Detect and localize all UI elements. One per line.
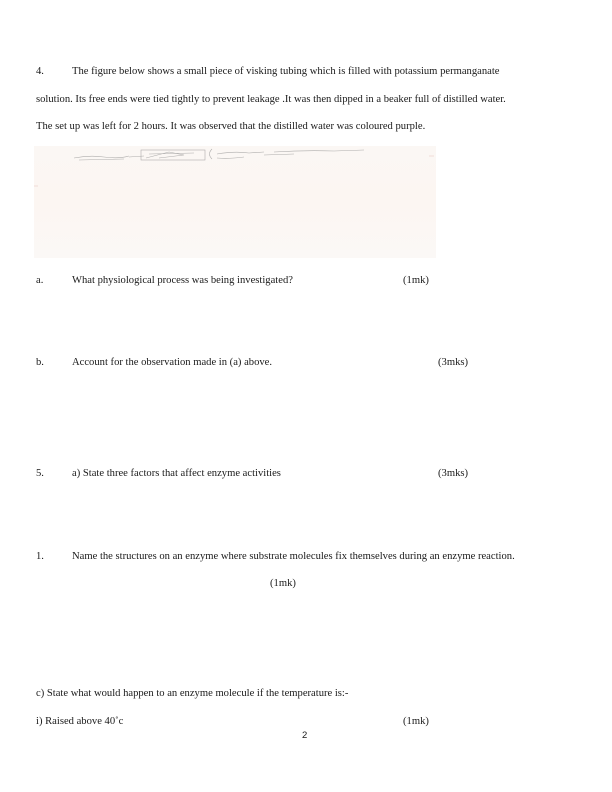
page-number: 2 (302, 730, 308, 741)
visking-tubing-figure (34, 146, 436, 258)
q5-part-a-marks: (3mks) (438, 468, 469, 479)
q5-part-c-text: c) State what would happen to an enzyme molecule if the temperature is:- (36, 688, 349, 699)
q4-part-b-marks: (3mks) (438, 357, 469, 368)
question-5-number: 5. (36, 468, 44, 479)
q5-part-b-label: 1. (36, 551, 44, 562)
q4-part-b-text: Account for the observation made in (a) above. (72, 357, 273, 368)
q5-part-c-i-marks: (1mk) (403, 716, 429, 727)
q4-part-a-marks: (1mk) (403, 275, 429, 286)
question-4-number: 4. (36, 66, 44, 77)
q5-part-c-i-text: i) Raised above 40˚c (36, 716, 124, 727)
q5-part-a-text: a) State three factors that affect enzyme activities (72, 468, 281, 479)
q4-part-b-label: b. (36, 357, 44, 368)
q4-part-a-label: a. (36, 275, 44, 286)
sketch-icon (34, 146, 436, 258)
question-4-line-2: solution. Its free ends were tied tightly to prevent leakage .It was then dipped in a beaker full of distilled water. (36, 94, 506, 105)
q4-part-a-text: What physiological process was being investigated? (72, 275, 293, 286)
q5-part-b-marks: (1mk) (270, 578, 296, 589)
question-4-line-1: The figure below shows a small piece of visking tubing which is filled with potassium permanganate (72, 66, 500, 77)
q5-part-b-text: Name the structures on an enzyme where substrate molecules fix themselves during an enzyme reaction. (72, 551, 515, 562)
question-4-line-3: The set up was left for 2 hours. It was observed that the distilled water was coloured purple. (36, 121, 426, 132)
